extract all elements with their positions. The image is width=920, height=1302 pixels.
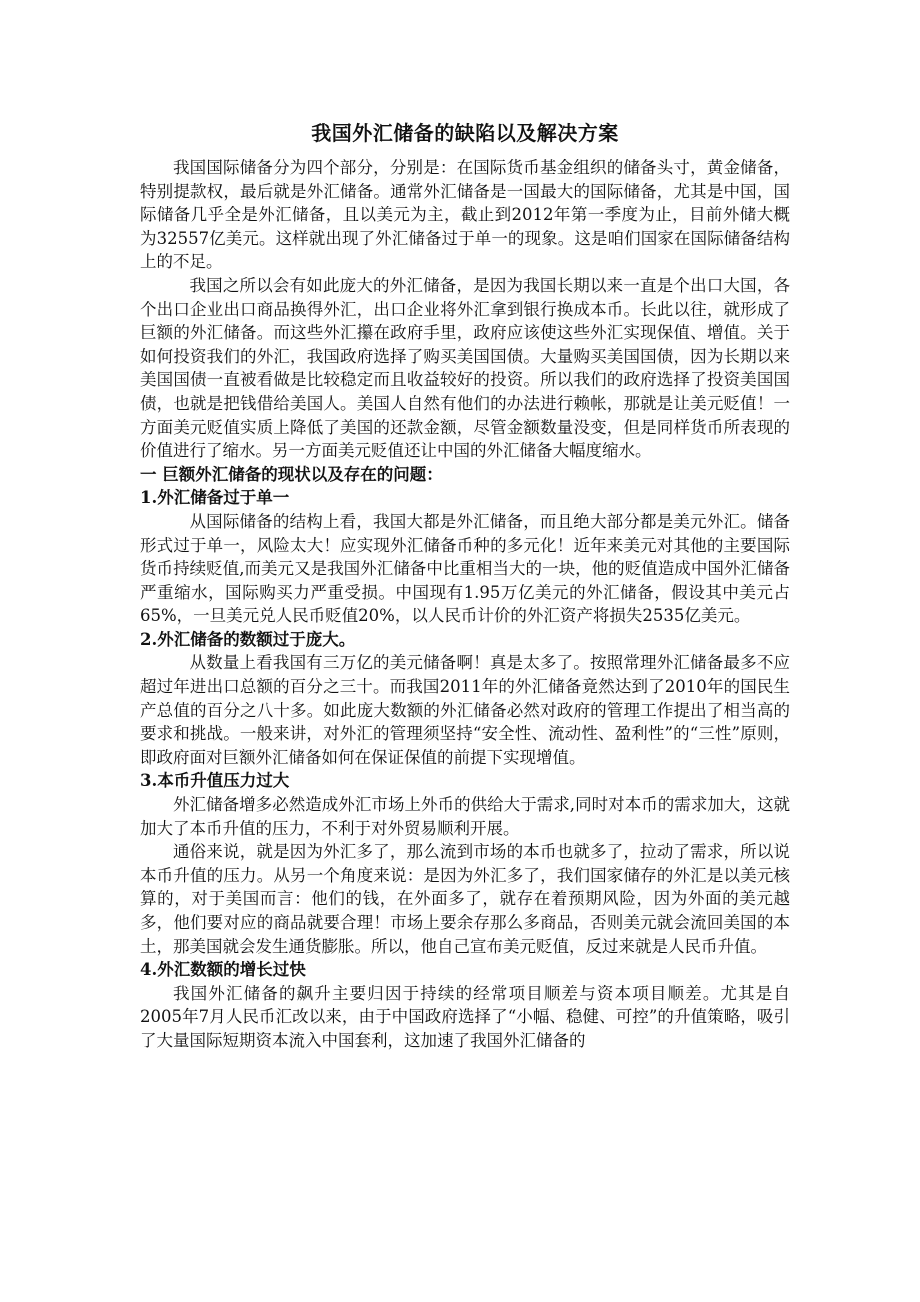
- item-heading-3: 3.本币升值压力过大: [140, 771, 290, 791]
- item-3-paragraph-2: 通俗来说，就是因为外汇多了，那么流到市场的本币也就多了，拉动了需求，所以说本币升值的压力。从另一个角度来说：是因为外汇多了，我们国家储存的外汇是以美元核算的，对于美国而言：他们的钱，在外面多了，就存在着预期风险，因为外面的美元越多，他们要对应的商品就要合理！市场上要余存那么多商品，否则美元就会流回美国的本土，那美国就会发生通货膨胀。所以，他自己宣布美元贬值，反过来就是人民币升值。: [140, 842, 790, 956]
- item-heading-4: 4.外汇数额的增长过快: [140, 960, 306, 980]
- item-3-paragraph-1: 外汇储备增多必然造成外汇市场上外币的供给大于需求,同时对本币的需求加大，这就加大了本币升值的压力，不利于对外贸易顺利开展。: [140, 795, 790, 838]
- item-2-paragraph-1: 从数量上看我国有三万亿的美元储备啊！真是太多了。按照常理外汇储备最多不应超过年进出口总额的百分之三十。而我国2011年的外汇储备竟然达到了2010年的国民生产总值的百分之八十多。如此庞大数额的外汇储备必然对政府的管理工作提出了相当高的要求和挑战。一般来讲，对外汇的管理须坚持“安全性、流动性、盈利性”的“三性”原则，即政府面对巨额外汇储备如何在保证保值的前提下实现增值。: [140, 653, 790, 767]
- item-4-paragraph-1: 我国外汇储备的飙升主要归因于持续的经常项目顺差与资本项目顺差。尤其是自2005年7月人民币汇改以来，由于中国政府选择了“小幅、稳健、可控”的升值策略，吸引了大量国际短期资本流入中国套利，这加速了我国外汇储备的: [140, 983, 790, 1050]
- document-title: 我国外汇储备的缺陷以及解决方案: [311, 121, 619, 145]
- document-page: [140, 118, 790, 1053]
- intro-paragraph-2: 我国之所以会有如此庞大的外汇储备，是因为我国长期以来一直是个出口大国，各个出口企业出口商品换得外汇，出口企业将外汇拿到银行换成本币。长此以往，就形成了巨额的外汇储备。而这些外汇攥在政府手里，政府应该使这些外汇实现保值、增值。关于如何投资我们的外汇，我国政府选择了购买美国国债。大量购买美国国债，因为长期以来美国国债一直被看做是比较稳定而且收益较好的投资。所以我们的政府选择了投资美国国债，也就是把钱借给美国人。美国人自然有他们的办法进行赖帐，那就是让美元贬值！一方面美元贬值实质上降低了美国的还款金额，尽管金额数量没变，但是同样货币所表现的价值进行了缩水。另一方面美元贬值还让中国的外汇储备大幅度缩水。: [140, 275, 790, 461]
- item-1-paragraph-1: 从国际储备的结构上看，我国大都是外汇储备，而且绝大部分都是美元外汇。储备形式过于单一，风险太大！应实现外汇储备币种的多元化！近年来美元对其他的主要国际货币持续贬值,而美元又是我国外汇储备中比重相当大的一块，他的贬值造成中国外汇储备严重缩水，国际购买力严重受损。中国现有1.95万亿美元的外汇储备，假设其中美元占65%，一旦美元兑人民币贬值20%，以人民币计价的外汇资产将损失2535亿美元。: [140, 511, 790, 626]
- section-heading: 一 巨额外汇储备的现状以及存在的问题：: [140, 464, 443, 484]
- intro-paragraph-1: 我国国际储备分为四个部分，分别是：在国际货币基金组织的储备头寸，黄金储备，特别提款权，最后就是外汇储备。通常外汇储备是一国最大的国际储备，尤其是中国，国际储备几乎全是外汇储备，且以美元为主，截止到2012年第一季度为止，目前外储大概为32557亿美元。这样就出现了外汇储备过于单一的现象。这是咱们国家在国际储备结构上的不足。: [140, 158, 790, 272]
- item-heading-1: 1.外汇储备过于单一: [140, 488, 290, 508]
- item-heading-2: 2.外汇储备的数额过于庞大。: [140, 629, 356, 649]
